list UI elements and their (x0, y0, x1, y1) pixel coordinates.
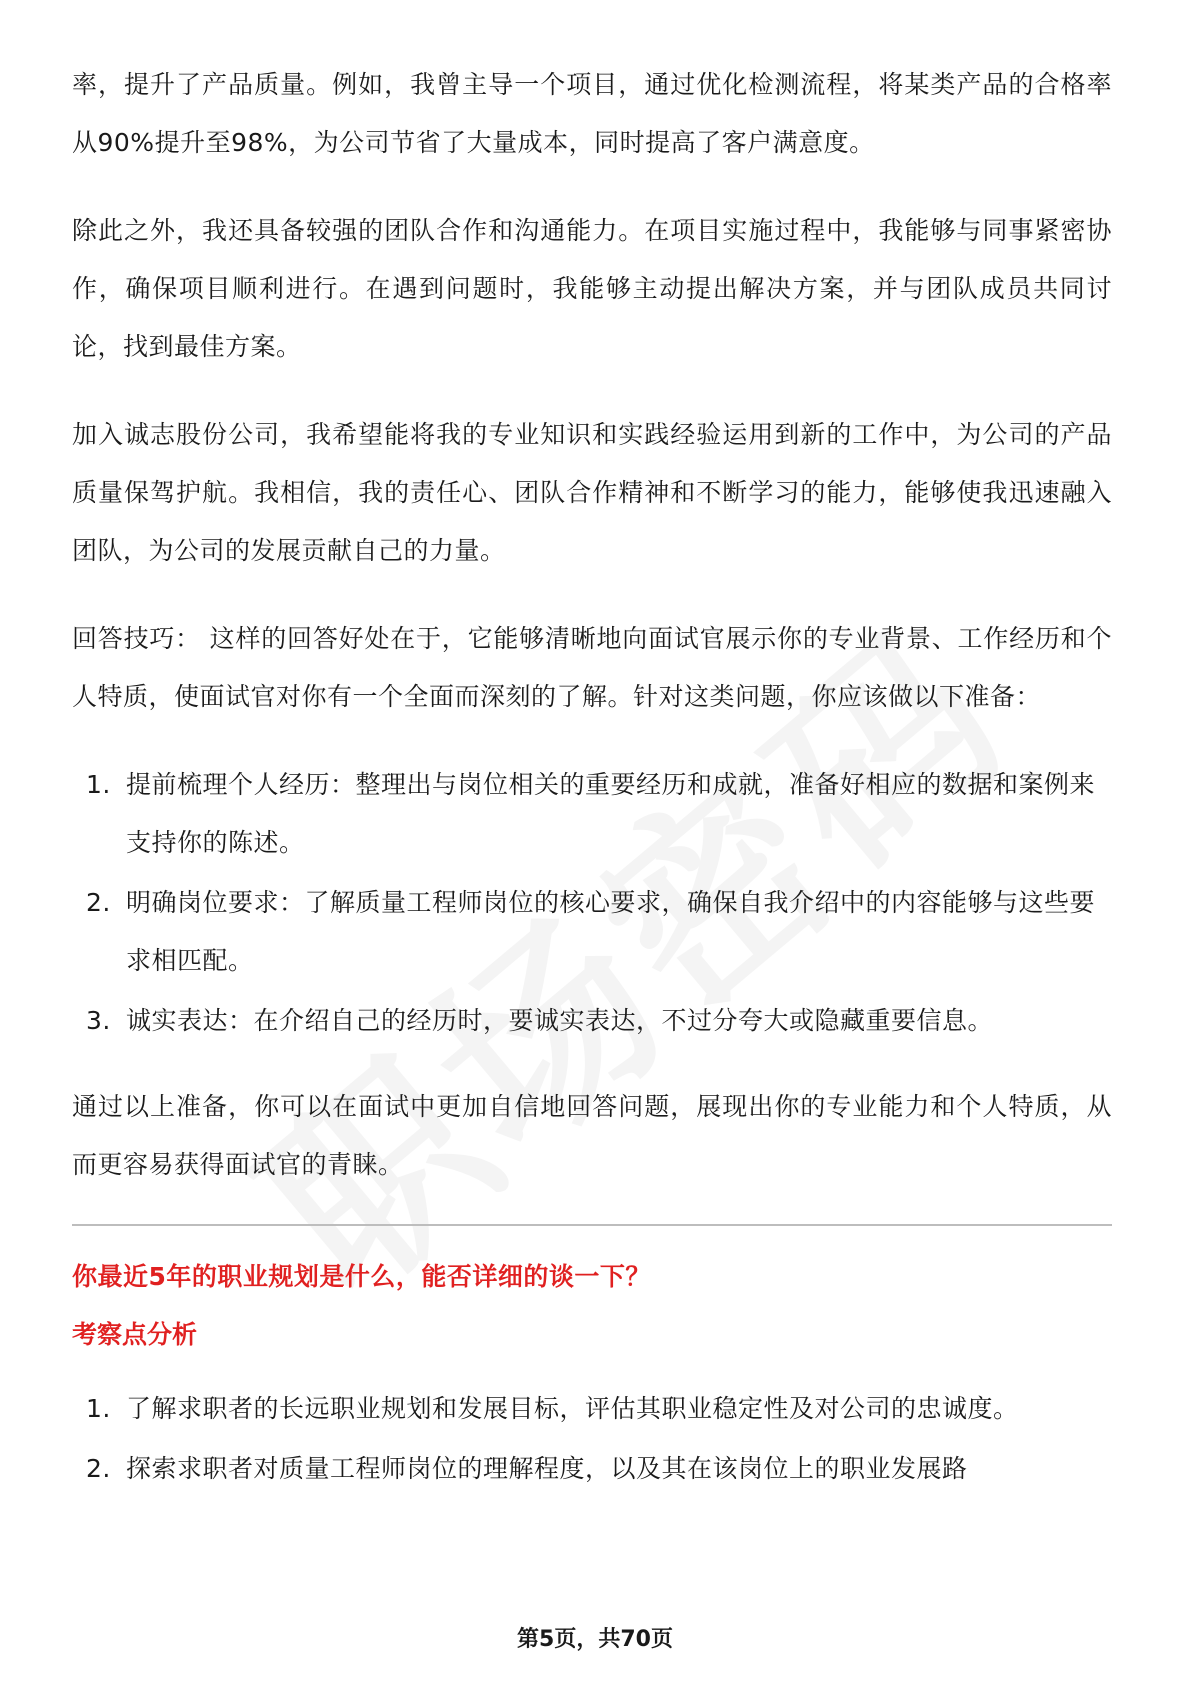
paragraph-answer-tips: 回答技巧： 这样的回答好处在于，它能够清晰地向面试官展示你的专业背景、工作经历和个人特质，使面试官对你有一个全面而深刻的了解。针对这类问题，你应该做以下准备： (72, 624, 1112, 711)
analysis-list (72, 1380, 1112, 1498)
list-number: 2. (86, 1454, 111, 1483)
list-item (72, 1440, 1112, 1498)
document-page (72, 56, 1112, 1526)
list-item (72, 992, 1112, 1050)
paragraph-intro-3: 加入诚志股份公司，我希望能将我的专业知识和实践经验运用到新的工作中，为公司的产品质量保驾护航。我相信，我的责任心、团队合作精神和不断学习的能力，能够使我迅速融入团队，为公司的发展贡献自己的力量。 (72, 420, 1112, 565)
list-item (72, 1380, 1112, 1438)
page-number-footer: 第5页，共70页 (517, 1627, 673, 1652)
list-number: 1. (86, 770, 111, 799)
analysis-heading: 考察点分析 (72, 1320, 198, 1349)
list-text: 诚实表达：在介绍自己的经历时，要诚实表达，不过分夸大或隐藏重要信息。 (126, 1006, 994, 1035)
tips-list (72, 756, 1112, 1050)
list-number: 1. (86, 1394, 111, 1423)
list-item (72, 756, 1112, 872)
list-text: 探索求职者对质量工程师岗位的理解程度，以及其在该岗位上的职业发展路 (126, 1454, 968, 1483)
list-text: 明确岗位要求：了解质量工程师岗位的核心要求，确保自我介绍中的内容能够与这些要求相匹配。 (126, 888, 1096, 975)
list-text: 提前梳理个人经历：整理出与岗位相关的重要经历和成就，准备好相应的数据和案例来支持你的陈述。 (126, 770, 1096, 857)
list-number: 3. (86, 1006, 111, 1035)
paragraph-intro-2: 除此之外，我还具备较强的团队合作和沟通能力。在项目实施过程中，我能够与同事紧密协作，确保项目顺利进行。在遇到问题时，我能够主动提出解决方案，并与团队成员共同讨论，找到最佳方案。 (72, 216, 1112, 361)
list-item (72, 874, 1112, 990)
list-number: 2. (86, 888, 111, 917)
list-text: 了解求职者的长远职业规划和发展目标，评估其职业稳定性及对公司的忠诚度。 (126, 1394, 1019, 1423)
question-heading: 你最近5年的职业规划是什么，能否详细的谈一下？ (72, 1262, 651, 1291)
paragraph-intro-1: 率，提升了产品质量。例如，我曾主导一个项目，通过优化检测流程，将某类产品的合格率从90%提升至98%，为公司节省了大量成本，同时提高了客户满意度。 (72, 70, 1112, 157)
paragraph-closing: 通过以上准备，你可以在面试中更加自信地回答问题，展现出你的专业能力和个人特质，从而更容易获得面试官的青睐。 (72, 1092, 1112, 1179)
section-divider (72, 1224, 1112, 1226)
